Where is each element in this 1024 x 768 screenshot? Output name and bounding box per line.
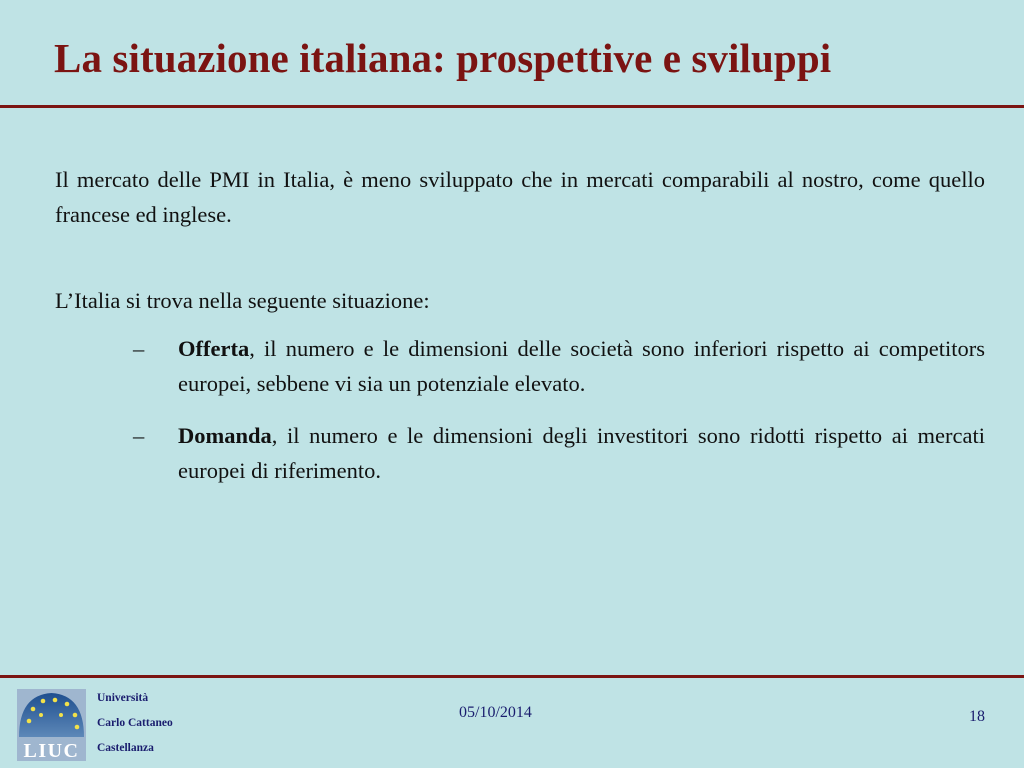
footer-divider — [0, 675, 1024, 678]
liuc-logo-icon — [17, 689, 86, 761]
intro-paragraph: Il mercato delle PMI in Italia, è meno sviluppato che in mercati comparabili al nostro, come quello francese ed inglese. — [55, 167, 985, 227]
university-line-1: Università — [97, 692, 149, 704]
bullet-text: , il numero e le dimensioni delle società sono inferiori rispetto ai competitors europei, sebbene vi sia un potenziale elevato. — [178, 336, 985, 396]
bullet-domanda — [133, 418, 985, 488]
footer-date: 05/10/2014 — [459, 704, 532, 721]
university-line-3: Castellanza — [97, 742, 154, 754]
bullet-term: Offerta — [178, 336, 250, 361]
logo-text: LIUC — [23, 740, 80, 761]
situation-paragraph: L’Italia si trova nella seguente situazione: — [55, 288, 430, 313]
bullet-text: , il numero e le dimensioni degli investitori sono ridotti rispetto ai mercati europei di riferimento. — [178, 423, 985, 483]
title-divider — [0, 105, 1024, 108]
bullet-offerta — [133, 331, 985, 401]
bullet-dash: – — [133, 423, 145, 448]
university-line-2: Carlo Cattaneo — [97, 717, 173, 729]
slide-title: La situazione italiana: prospettive e sviluppi — [54, 35, 832, 81]
bullet-dash: – — [133, 336, 145, 361]
page-number: 18 — [969, 708, 985, 725]
bullet-term: Domanda — [178, 423, 272, 448]
